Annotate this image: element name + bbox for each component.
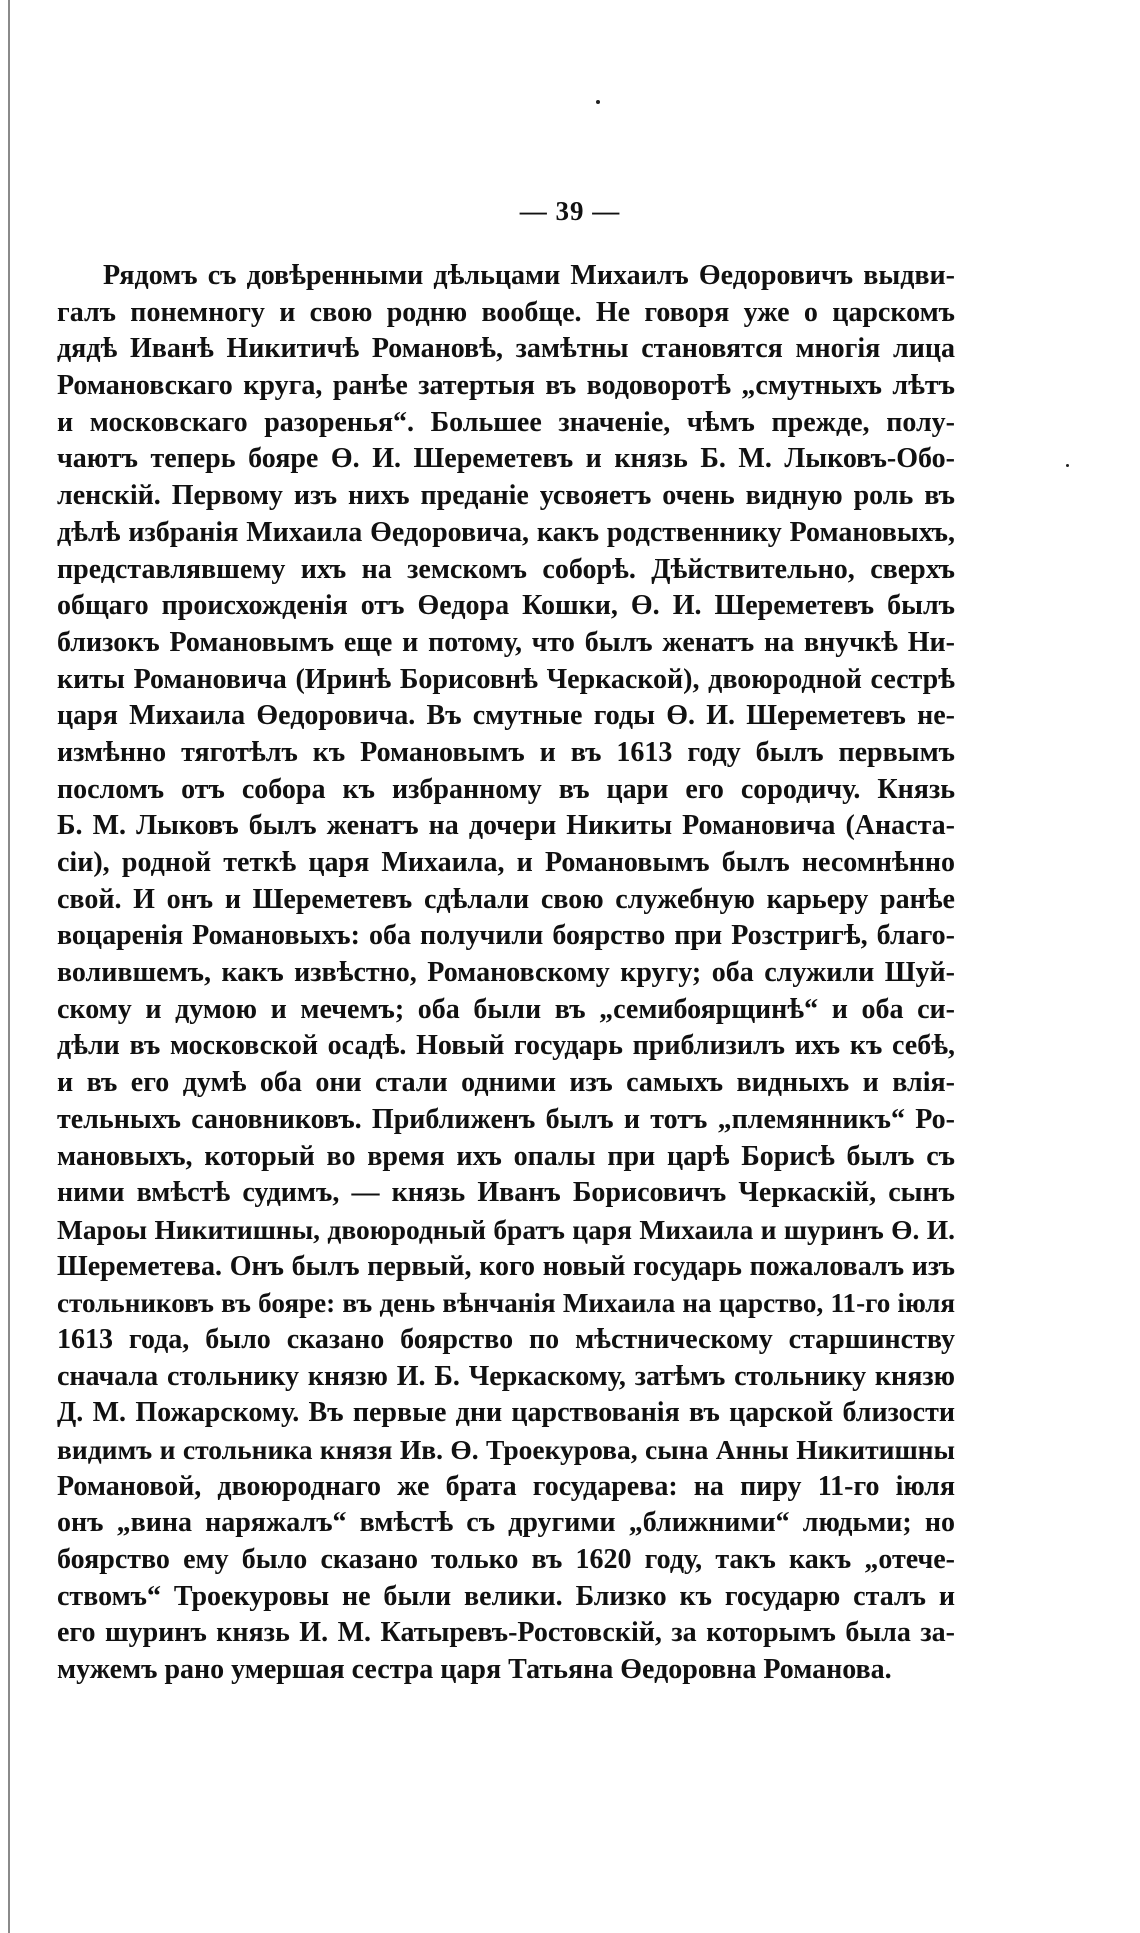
text-line: киты Романовича (Иринѣ Борисовнѣ Черкаской), двоюродной сестрѣ xyxy=(57,663,955,695)
text-line: сначала стольнику князю И. Б. Черкаскому, затѣмъ стольнику князю xyxy=(57,1360,955,1392)
text-line: сіи), родной теткѣ царя Михаила, и Романовымъ былъ несомнѣнно xyxy=(57,847,955,878)
text-line: Шереметева. Онъ былъ первый, кого новый государь пожаловалъ изъ xyxy=(57,1250,955,1282)
text-line: дѣлѣ избранія Михаила Өедоровича, какъ родственнику Романовыхъ, xyxy=(57,516,955,548)
text-line: и московскаго разоренья“. Большее значеніе, чѣмъ прежде, полу- xyxy=(57,406,955,438)
text-line: дѣли въ московской осадѣ. Новый государь приблизилъ ихъ къ себѣ, xyxy=(57,1030,955,1062)
text-line: свой. И онъ и Шереметевъ сдѣлали свою служебную карьеру ранѣе xyxy=(57,883,955,915)
text-line: царя Михаила Өедоровича. Въ смутные годы Ө. И. Шереметевъ не- xyxy=(57,700,955,732)
text-line: Д. М. Пожарскому. Въ первые дни царствованія въ царской близости xyxy=(57,1397,955,1429)
text-line: чаютъ теперь бояре Ө. И. Шереметевъ и князь Б. М. Лыковъ-Обо- xyxy=(57,443,955,475)
text-line: посломъ отъ собора къ избранному въ цари его сородичу. Князь xyxy=(57,773,955,805)
scan-speck xyxy=(1066,464,1069,467)
text-line: его шуринъ князь И. М. Катыревъ-Ростовскій, за которымъ была за- xyxy=(57,1617,955,1649)
text-line: ленскій. Первому изъ нихъ преданіе усвояетъ очень видную роль въ xyxy=(57,480,955,512)
text-line: Мароы Никитишны, двоюродный братъ царя Михаила и шуринъ Ө. И. xyxy=(57,1214,955,1245)
text-line: Б. М. Лыковъ былъ женатъ на дочери Никиты Романовича (Анаста- xyxy=(57,810,955,842)
text-line: Романовскаго круга, ранѣе затертыя въ водоворотѣ „смутныхъ лѣтъ xyxy=(57,370,955,402)
text-line: близокъ Романовымъ еще и потому, что былъ женатъ на внучкѣ Ни- xyxy=(57,626,955,658)
text-line: боярство ему было сказано только въ 1620 году, такъ какъ „отече- xyxy=(57,1544,955,1576)
text-line: видимъ и стольника князя Ив. Ө. Троекурова, сына Анны Никитишны xyxy=(57,1434,955,1465)
text-line: мужемъ рано умершая сестра царя Татьяна Өедоровна Романова. xyxy=(57,1654,892,1686)
scan-edge-shadow xyxy=(8,0,10,1933)
text-line: ними вмѣстѣ судимъ, — князь Иванъ Борисовичъ Черкаскій, сынъ xyxy=(57,1177,955,1209)
text-line: волившемъ, какъ извѣстно, Романовскому кругу; оба служили Шуй- xyxy=(57,957,955,989)
text-line: онъ „вина наряжалъ“ вмѣстѣ съ другими „ближними“ людьми; но xyxy=(57,1507,955,1539)
text-line: ствомъ“ Троекуровы не были велики. Близко къ государю сталъ и xyxy=(57,1580,955,1612)
text-line: скому и думою и мечемъ; оба были въ „семибоярщинѣ“ и оба си- xyxy=(57,993,955,1025)
text-line: и въ его думѣ оба они стали одними изъ самыхъ видныхъ и влія- xyxy=(57,1067,955,1099)
text-line: мановыхъ, который во время ихъ опалы при царѣ Борисѣ былъ съ xyxy=(57,1140,955,1172)
text-line: представлявшему ихъ на земскомъ соборѣ. Дѣйствительно, сверхъ xyxy=(57,553,955,585)
scan-speck xyxy=(596,100,600,104)
text-line: Рядомъ съ довѣренными дѣльцами Михаилъ Өедоровичъ выдви- xyxy=(103,260,955,291)
text-line: стольниковъ въ бояре: въ день вѣнчанія Михаила на царство, 11-го іюля xyxy=(57,1288,955,1319)
text-line: 1613 года, было сказано боярство по мѣстническому старшинству xyxy=(57,1323,955,1355)
text-line: тельныхъ сановниковъ. Приближенъ былъ и тотъ „племянникъ“ Ро- xyxy=(57,1103,955,1135)
text-line: общаго происхожденія отъ Өедора Кошки, Ө. И. Шереметевъ былъ xyxy=(57,590,955,622)
text-line: воцаренія Романовыхъ: оба получили боярство при Розстригѣ, благо- xyxy=(57,920,955,952)
text-line: галъ понемногу и свою родню вообще. Не говоря уже о царскомъ xyxy=(57,296,955,328)
page-number: — 39 — xyxy=(519,196,621,226)
text-line: Романовой, двоюроднаго же брата государева: на пиру 11-го іюля xyxy=(57,1470,955,1502)
text-line: дядѣ Иванѣ Никитичѣ Романовѣ, замѣтны становятся многія лица xyxy=(57,333,955,365)
body-paragraph xyxy=(57,258,955,1689)
text-line: измѣнно тяготѣлъ къ Романовымъ и въ 1613 году былъ первымъ xyxy=(57,736,955,768)
